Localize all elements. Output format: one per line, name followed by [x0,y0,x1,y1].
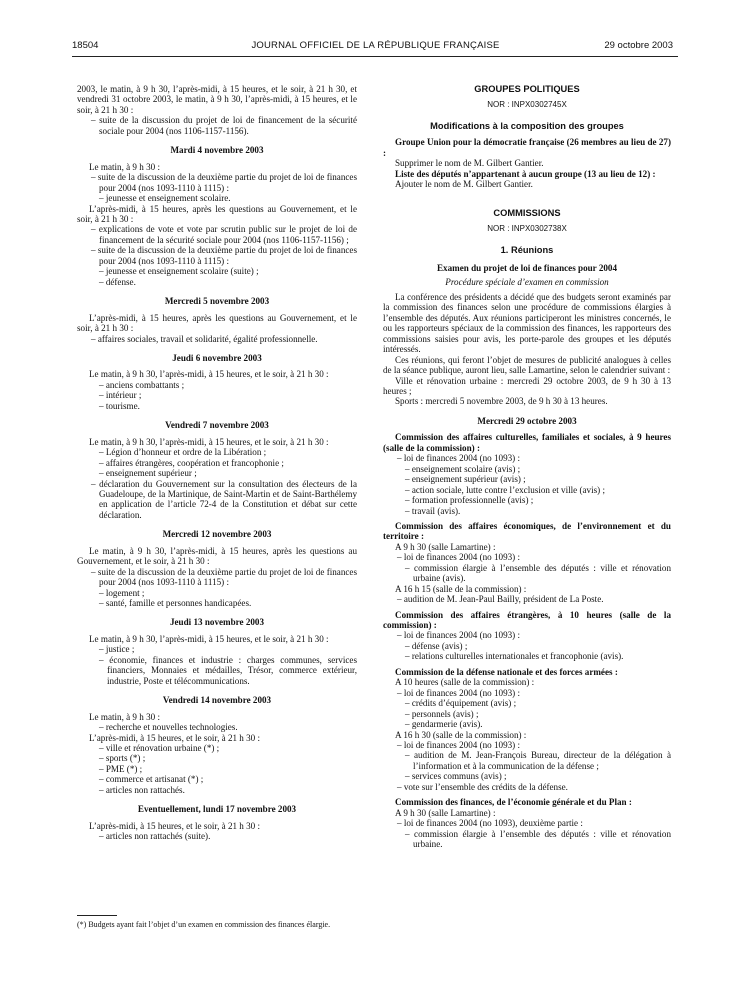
section-subtitle: Modifications à la composition des groupes [430,120,624,131]
list-item: – services communs (avis) ; [405,771,507,782]
section-subtitle: 1. Réunions [500,244,554,255]
list-item: – logement ; [99,587,145,598]
schedule-line: A 10 heures (salle de la commission) : [395,677,535,688]
list-item: – loi de finances 2004 (no 1093), deuxième partie : [397,818,583,829]
commission-title: Commission des affaires culturelles, familiales et sociales, à 9 heures (salle de la commission) : [383,432,671,453]
list-item: – intérieur ; [99,390,142,401]
list-item: – ville et rénovation urbaine (*) ; [99,743,220,754]
list-item: – audition de M. Jean-François Bureau, directeur de la délégation à l’information et à la communication de la défense ; [405,750,671,771]
list-item: – affaires étrangères, coopération et francophonie ; [99,457,284,468]
nor-reference: NOR : INPX0302738X [487,224,567,234]
group-line: Liste des députés n’appartenant à aucun groupe (13 au lieu de 12) : [395,168,656,179]
list-item: – formation professionnelle (avis) ; [405,495,534,506]
list-item: – loi de finances 2004 (no 1093) : [397,453,520,464]
list-item: – affaires sociales, travail et solidarité, égalité professionnelle. [91,333,318,344]
day-heading: Jeudi 6 novembre 2003 [172,352,262,363]
day-heading: Eventuellement, lundi 17 novembre 2003 [137,804,297,815]
schedule-line: Le matin, à 9 h 30, l’après-midi, à 15 heures, après les questions au Gouvernement, et le soir, à 21 h 30 : [77,545,357,567]
header-rule [72,56,678,57]
section-title: COMMISSIONS [493,207,561,218]
list-item: – recherche et nouvelles technologies. [99,722,238,733]
intro-text: 2003, le matin, à 9 h 30, l’après-midi, à 15 heures, et le soir, à 21 h 30, et vendredi 31 octobre 2003, le matin, à 9 h 30, l’après-midi, à 15 heures, et le soir, à 21 h 30 : [77,84,357,115]
commission-title: Commission des affaires économiques, de l’environnement et du territoire : [383,520,671,542]
left-column [77,84,357,842]
group-line: Groupe Union pour la démocratie française (26 membres au lieu de 27) : [383,137,671,158]
list-item: – défense (avis) ; [405,640,468,651]
list-item: – commerce et artisanat (*) ; [99,774,204,785]
schedule-line: L’après-midi, à 15 heures, et le soir, à 21 h 30 : [89,820,261,831]
list-item: – loi de finances 2004 (no 1093) : [397,552,520,563]
list-item: – loi de finances 2004 (no 1093) : [397,740,520,751]
list-item: – vote sur l’ensemble des crédits de la défense. [397,781,568,792]
paragraph: Ces réunions, qui feront l’objet de mesures de publicité analogues à celles de la séance publique, auront lieu, salle Lamartine, selon le calendrier suivant : [383,354,671,376]
list-item: – loi de finances 2004 (no 1093) : [397,687,520,698]
schedule-line: Le matin, à 9 h 30 : [89,161,160,172]
list-item: – articles non rattachés (suite). [99,831,211,842]
schedule-line: Le matin, à 9 h 30 : [89,711,160,722]
list-item: – anciens combattants ; [99,379,185,390]
paragraph: La conférence des présidents a décidé que des budgets seront examinés par la commission des finances selon une procédure de commissions élargies à l’ensemble des députés. Aux réunions participeront les ministres concernés, le ou les rapporteurs spéciaux de la commission des finances, les rapporteurs des commissions saisies pour avis, les porte-parole des groupes et les députés intéressés. [383,291,671,355]
schedule-line: L’après-midi, à 15 heures, et le soir, à 21 h 30 : [89,732,261,743]
list-item: – Légion d’honneur et ordre de la Libération ; [99,447,267,458]
schedule-line: Le matin, à 9 h 30, l’après-midi, à 15 heures, et le soir, à 21 h 30 : [89,369,329,380]
commission-title: Commission de la défense nationale et des forces armées : [395,666,618,677]
footnote-rule [77,915,117,916]
list-item: – enseignement supérieur ; [99,468,197,479]
list-item: – articles non rattachés. [99,784,185,795]
list-item: – santé, famille et personnes handicapées. [99,598,252,609]
day-heading: Mercredi 5 novembre 2003 [164,296,270,307]
day-heading: Jeudi 13 novembre 2003 [169,617,265,628]
list-item: – tourisme. [99,400,140,411]
list-item: – travail (avis). [405,505,461,516]
schedule-line: A 9 h 30 (salle Lamartine) : [395,807,496,818]
list-item: – commission élargie à l’ensemble des députés : ville et rénovation urbaine (avis). [405,562,671,584]
schedule-line: A 16 h 30 (salle de la commission) : [395,729,527,740]
commission-title: Commission des finances, de l’économie générale et du Plan : [395,797,632,808]
list-item: – enseignement scolaire (avis) ; [405,463,521,474]
list-item: – jeunesse et enseignement scolaire (suite) ; [99,266,259,277]
section-title: GROUPES POLITIQUES [474,84,580,94]
journal-title: JOURNAL OFFICIEL DE LA RÉPUBLIQUE FRANÇAISE [251,40,500,51]
list-item: – économie, finances et industrie : charges communes, services financiers, Monnaies et médailles, Trésor, commerce extérieur, industrie, Poste et télécommunications. [99,654,357,686]
group-line: Ajouter le nom de M. Gilbert Gantier. [395,179,533,190]
right-column [383,84,671,850]
day-heading: Vendredi 14 novembre 2003 [162,695,272,706]
page-header [0,40,751,54]
list-item: – audition de M. Jean-Paul Bailly, président de La Poste. [397,594,604,605]
day-heading: Vendredi 7 novembre 2003 [165,420,269,431]
footnote: (*) Budgets ayant fait l’objet d’un examen en commission des finances élargie. [77,920,331,929]
day-heading: Mercredi 12 novembre 2003 [162,529,272,540]
procedure-heading: Procédure spéciale d’examen en commission [445,277,609,288]
list-item: – enseignement supérieur (avis) ; [405,474,526,485]
schedule-line: A 16 h 15 (salle de la commission) : [395,583,527,594]
list-item: – relations culturelles internationales et francophonie (avis). [405,651,624,662]
list-item: – crédits d’équipement (avis) ; [405,698,517,709]
list-item: – sports (*) ; [99,753,146,764]
list-item: – personnels (avis) ; [405,708,479,719]
list-item: – loi de finances 2004 (no 1093) : [397,630,520,641]
schedule-line: L’après-midi, à 15 heures, après les questions au Gouvernement, et le soir, à 21 h 30 : [77,312,357,334]
list-item: – jeunesse et enseignement scolaire. [99,193,231,204]
paragraph: Sports : mercredi 5 novembre 2003, de 9 h 30 à 13 heures. [395,396,608,407]
page-number: 18504 [72,40,99,51]
list-item: – PME (*) ; [99,763,143,774]
list-item: – suite de la discussion du projet de loi de financement de la sécurité sociale pour 2004 (nos 1106-1157-1156). [91,115,357,136]
schedule-line: L’après-midi, à 15 heures, après les questions au Gouvernement, et le soir, à 21 h 30 : [77,203,357,224]
list-item: – action sociale, lutte contre l’exclusion et ville (avis) ; [405,484,605,495]
list-item: – défense. [99,276,136,287]
header-date: 29 octobre 2003 [604,40,673,51]
list-item: – suite de la discussion de la deuxième partie du projet de loi de finances pour 2004 (nos 1093-1110 à 1115) : [91,245,357,266]
schedule-line: A 9 h 30 (salle Lamartine) : [395,541,496,552]
list-item: – gendarmerie (avis). [405,719,483,730]
list-item: – déclaration du Gouvernement sur la consultation des électeurs de la Guadeloupe, de la Martinique, de Saint-Martin et de Saint-Barthélemy en application de l’article 72-4 de la Constitution et débat sur cette déclaration. [91,478,357,520]
list-item: – explications de vote et vote par scrutin public sur le projet de loi de financement de la sécurité sociale pour 2004 (nos 1106-1157-1156) ; [91,224,357,245]
day-heading: Mercredi 29 octobre 2003 [477,415,577,426]
exam-heading: Examen du projet de loi de finances pour 2004 [436,262,618,273]
list-item: – commission élargie à l’ensemble des députés : ville et rénovation urbaine. [405,828,671,850]
schedule-line: Le matin, à 9 h 30, l’après-midi, à 15 heures, et le soir, à 21 h 30 : [89,436,329,447]
commission-title: Commission des affaires étrangères, à 10 heures (salle de la commission) : [383,609,671,631]
group-line: Supprimer le nom de M. Gilbert Gantier. [395,158,544,169]
day-heading: Mardi 4 novembre 2003 [170,145,264,156]
schedule-line: Le matin, à 9 h 30, l’après-midi, à 15 heures, et le soir, à 21 h 30 : [89,633,329,644]
list-item: – suite de la discussion de la deuxième partie du projet de loi de finances pour 2004 (nos 1093-1110 à 1115) : [91,566,357,588]
list-item: – suite de la discussion de la deuxième partie du projet de loi de finances pour 2004 (nos 1093-1110 à 1115) : [91,172,357,193]
list-item: – justice ; [99,644,135,655]
paragraph: Ville et rénovation urbaine : mercredi 29 octobre 2003, de 9 h 30 à 13 heures ; [383,375,671,396]
nor-reference: NOR : INPX0302745X [487,100,567,110]
